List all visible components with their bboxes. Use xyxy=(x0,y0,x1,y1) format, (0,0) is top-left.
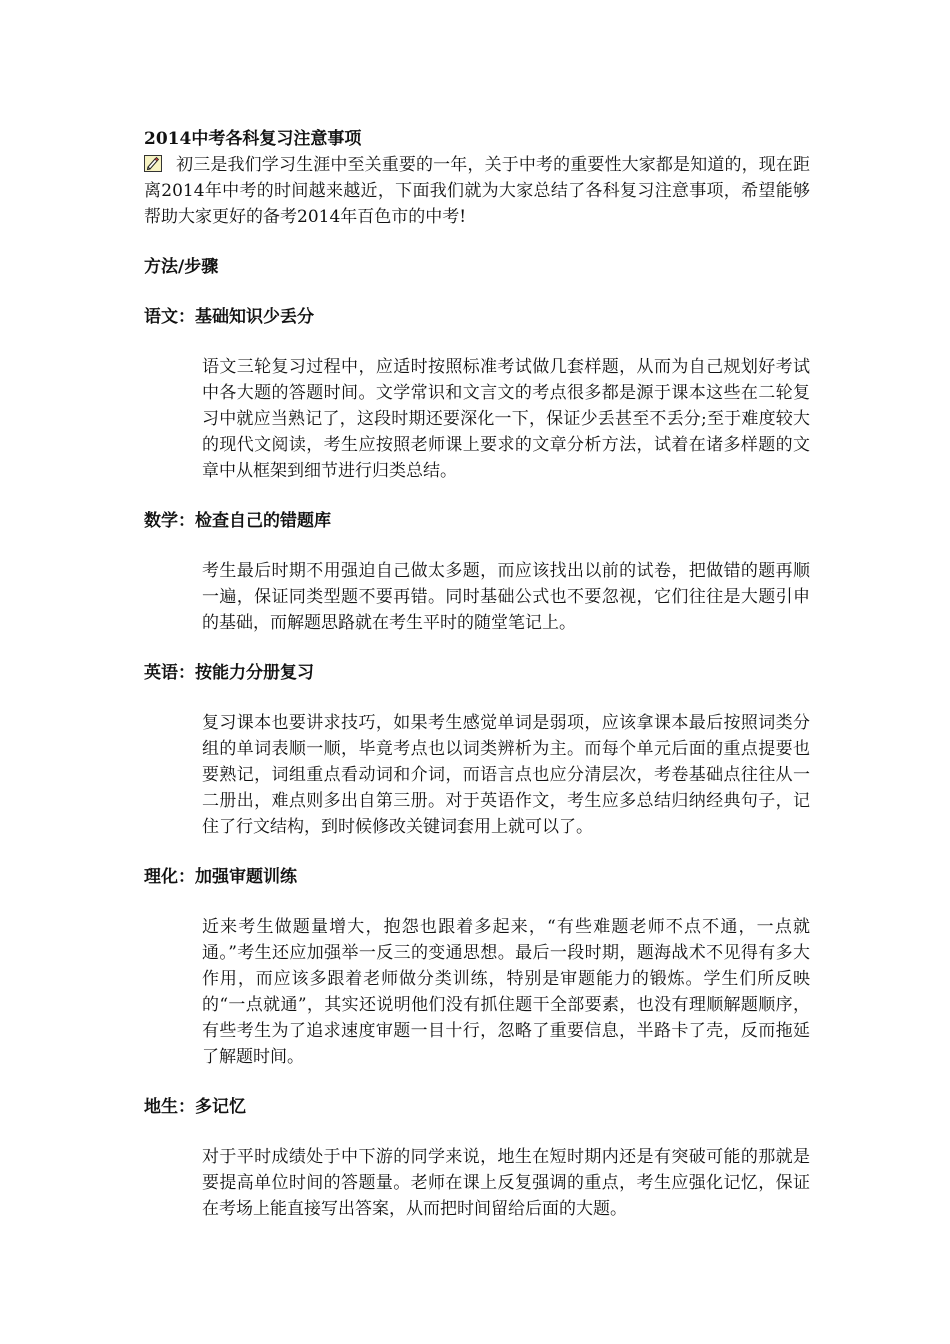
intro-text: 初三是我们学习生涯中至关重要的一年，关于中考的重要性大家都是知道的，现在距离2014年中考的时间越来越近，下面我们就为大家总结了各科复习注意事项，希望能够帮助大家更好的备考2014年百色市的中考! xyxy=(144,155,810,227)
section-heading-physics-chemistry: 理化：加强审题训练 xyxy=(144,867,297,887)
section-body-physics-chemistry: 近来考生做题量增大，抱怨也跟着多起来，“有些难题老师不点不通，一点就通。”考生还应加强举一反三的变通思想。最后一段时期，题海战术不见得有多大作用，而应该多跟着老师做分类训练，特别是审题能力的锻炼。学生们所反映的“一点就通”，其实还说明他们没有抓住题干全部要素，也没有理顺解题顺序，有些考生为了追求速度审题一目十行，忽略了重要信息，半路卡了壳，反而拖延了解题时间。 xyxy=(202,917,810,1067)
document-title: 2014中考各科复习注意事项 xyxy=(144,129,362,149)
steps-label: 方法/步骤 xyxy=(144,257,219,277)
section-body-chinese: 语文三轮复习过程中，应适时按照标准考试做几套样题，从而为自己规划好考试中各大题的答题时间。文学常识和文言文的考点很多都是源于课本这些在二轮复习中就应当熟记了，这段时期还要深化一下，保证少丢甚至不丢分;至于难度较大的现代文阅读，考生应按照老师课上要求的文章分析方法，试着在诸多样题的文章中从框架到细节进行归类总结。 xyxy=(202,357,810,481)
section-heading-english: 英语：按能力分册复习 xyxy=(144,663,314,683)
document-page xyxy=(144,120,810,1222)
memo-edit-icon xyxy=(144,154,162,171)
section-body-geography-biology: 对于平时成绩处于中下游的同学来说，地生在短时期内还是有突破可能的那就是要提高单位时间的答题量。老师在课上反复强调的重点，考生应强化记忆，保证在考场上能直接写出答案，从而把时间留给后面的大题。 xyxy=(202,1147,810,1219)
section-heading-geography-biology: 地生：多记忆 xyxy=(144,1097,246,1117)
section-heading-math: 数学：检查自己的错题库 xyxy=(144,511,331,531)
intro-paragraph xyxy=(144,152,810,230)
section-body-math: 考生最后时期不用强迫自己做太多题，而应该找出以前的试卷，把做错的题再顺一遍，保证同类型题不要再错。同时基础公式也不要忽视，它们往往是大题引申的基础，而解题思路就在考生平时的随堂笔记上。 xyxy=(202,561,810,633)
section-heading-chinese: 语文：基础知识少丢分 xyxy=(144,307,314,327)
section-body-english: 复习课本也要讲求技巧，如果考生感觉单词是弱项，应该拿课本最后按照词类分组的单词表顺一顺，毕竟考点也以词类辨析为主。而每个单元后面的重点提要也要熟记，词组重点看动词和介词，而语言点也应分清层次，考卷基础点往往从一二册出，难点则多出自第三册。对于英语作文，考生应多总结归纳经典句子，记住了行文结构，到时候修改关键词套用上就可以了。 xyxy=(202,713,810,837)
